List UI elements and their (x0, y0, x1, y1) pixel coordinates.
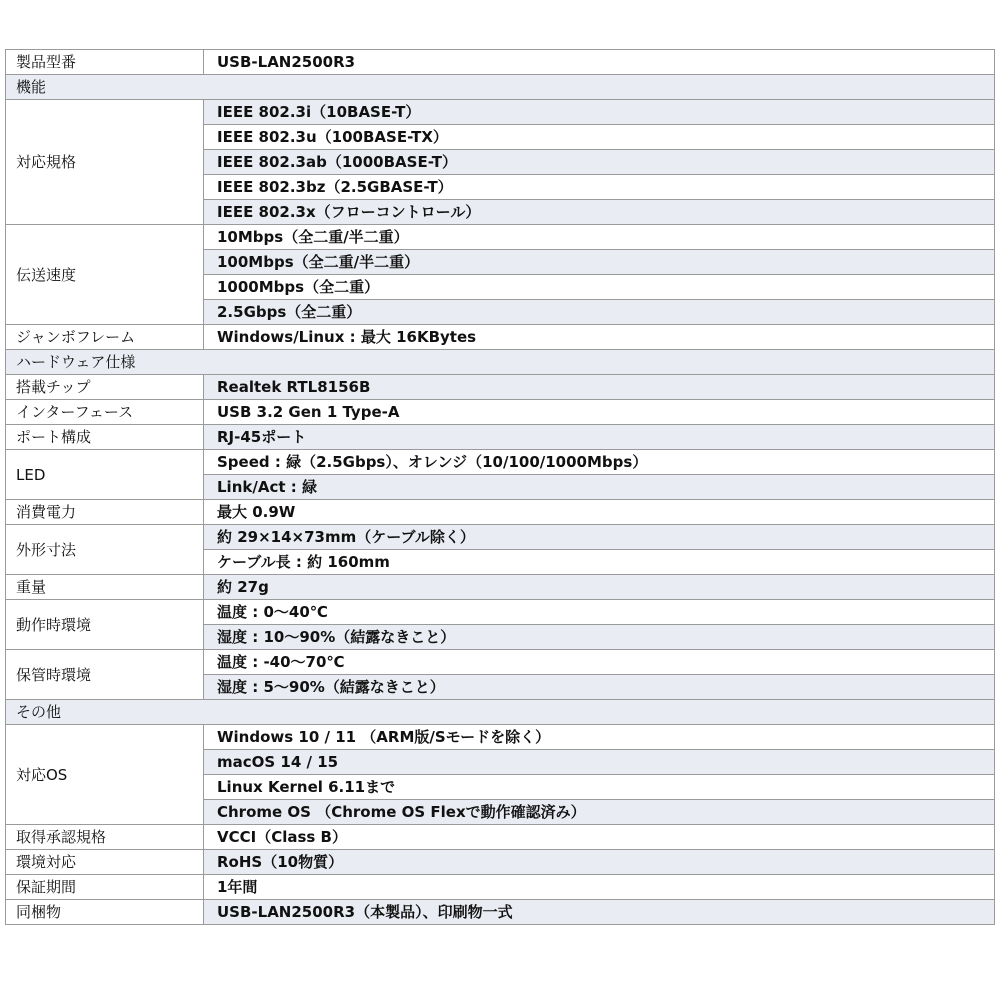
spec-value: Windows/Linux : 最大 16KBytes (204, 325, 995, 350)
spec-value: ケーブル長 : 約 160mm (204, 550, 995, 575)
spec-value: RoHS（10物質） (204, 850, 995, 875)
spec-value: 約 27g (204, 575, 995, 600)
spec-row (6, 450, 995, 475)
spec-value: 1年間 (204, 875, 995, 900)
spec-value: USB 3.2 Gen 1 Type-A (204, 400, 995, 425)
spec-row (6, 425, 995, 450)
spec-row (6, 375, 995, 400)
spec-value: IEEE 802.3ab（1000BASE-T） (204, 150, 995, 175)
spec-row (6, 725, 995, 750)
spec-row (6, 575, 995, 600)
spec-label: 環境対応 (6, 850, 204, 875)
spec-value: VCCI（Class B） (204, 825, 995, 850)
spec-label: 取得承認規格 (6, 825, 204, 850)
spec-row (6, 50, 995, 75)
spec-label: 重量 (6, 575, 204, 600)
spec-label: 保管時環境 (6, 650, 204, 700)
spec-label: 外形寸法 (6, 525, 204, 575)
spec-label: 対応規格 (6, 100, 204, 225)
spec-row (6, 650, 995, 675)
spec-row (6, 100, 995, 125)
spec-row (6, 325, 995, 350)
spec-value: RJ-45ポート (204, 425, 995, 450)
spec-value: Link/Act : 緑 (204, 475, 995, 500)
spec-value: Speed : 緑（2.5Gbps）、オレンジ（10/100/1000Mbps） (204, 450, 995, 475)
spec-value: macOS 14 / 15 (204, 750, 995, 775)
spec-value: IEEE 802.3u（100BASE-TX） (204, 125, 995, 150)
spec-label: 対応OS (6, 725, 204, 825)
spec-label: 搭載チップ (6, 375, 204, 400)
spec-row (6, 525, 995, 550)
spec-label: ポート構成 (6, 425, 204, 450)
spec-value: Windows 10 / 11 （ARM版/Sモードを除く） (204, 725, 995, 750)
spec-value: IEEE 802.3i（10BASE-T） (204, 100, 995, 125)
section-title: 機能 (6, 75, 995, 100)
spec-value: IEEE 802.3bz（2.5GBASE-T） (204, 175, 995, 200)
spec-value: USB-LAN2500R3（本製品）、印刷物一式 (204, 900, 995, 925)
spec-value: 約 29×14×73mm（ケーブル除く） (204, 525, 995, 550)
spec-label: 同梱物 (6, 900, 204, 925)
spec-label: 伝送速度 (6, 225, 204, 325)
spec-value: 最大 0.9W (204, 500, 995, 525)
section-header-row (6, 350, 995, 375)
spec-value: Chrome OS （Chrome OS Flexで動作確認済み） (204, 800, 995, 825)
spec-label: 消費電力 (6, 500, 204, 525)
spec-label: 動作時環境 (6, 600, 204, 650)
spec-row (6, 825, 995, 850)
spec-value: 湿度 : 10～90%（結露なきこと） (204, 625, 995, 650)
spec-table (5, 49, 995, 925)
section-header-row (6, 75, 995, 100)
spec-value: 10Mbps（全二重/半二重） (204, 225, 995, 250)
spec-label: 製品型番 (6, 50, 204, 75)
spec-value: Realtek RTL8156B (204, 375, 995, 400)
section-title: ハードウェア仕様 (6, 350, 995, 375)
section-header-row (6, 700, 995, 725)
spec-label: ジャンボフレーム (6, 325, 204, 350)
spec-row (6, 600, 995, 625)
spec-value: 1000Mbps（全二重） (204, 275, 995, 300)
spec-row (6, 900, 995, 925)
spec-value: 温度 : 0～40℃ (204, 600, 995, 625)
spec-row (6, 500, 995, 525)
spec-value: Linux Kernel 6.11まで (204, 775, 995, 800)
spec-row (6, 225, 995, 250)
spec-value: 2.5Gbps（全二重） (204, 300, 995, 325)
spec-row (6, 400, 995, 425)
spec-label: インターフェース (6, 400, 204, 425)
spec-label: LED (6, 450, 204, 500)
spec-value: IEEE 802.3x（フローコントロール） (204, 200, 995, 225)
spec-value: 温度 : -40～70℃ (204, 650, 995, 675)
spec-table-body (6, 50, 995, 925)
spec-row (6, 850, 995, 875)
spec-value: USB-LAN2500R3 (204, 50, 995, 75)
section-title: その他 (6, 700, 995, 725)
spec-value: 100Mbps（全二重/半二重） (204, 250, 995, 275)
spec-row (6, 875, 995, 900)
spec-table-container (5, 49, 995, 925)
spec-label: 保証期間 (6, 875, 204, 900)
spec-value: 湿度 : 5～90%（結露なきこと） (204, 675, 995, 700)
